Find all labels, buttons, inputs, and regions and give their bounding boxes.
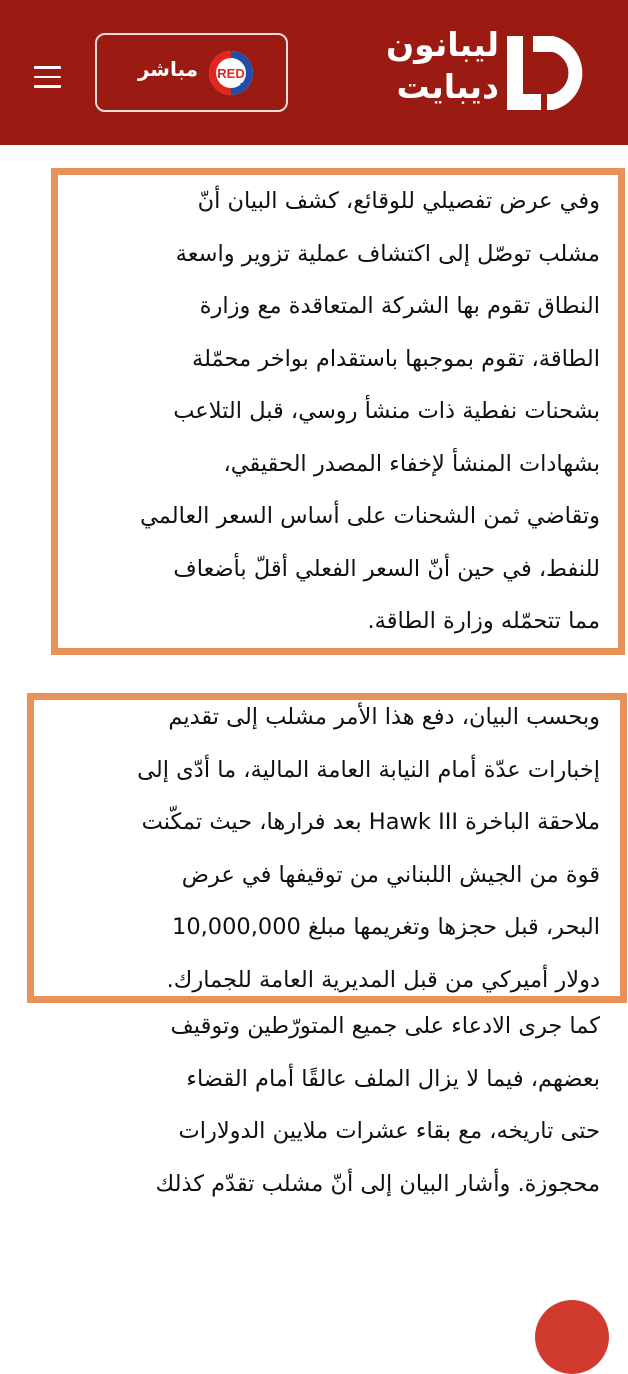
red-logo-text: RED <box>217 66 245 81</box>
paragraph-line: مما تتحمّله وزارة الطاقة. <box>367 608 600 634</box>
action-button-icon[interactable] <box>535 1300 609 1374</box>
paragraph-line: دولار أميركي من قبل المديرية العامة للجمارك. <box>166 966 600 993</box>
paragraph-line: حتى تاريخه، مع بقاء عشرات ملايين الدولارات <box>178 1118 600 1144</box>
red-logo-subtext: TV <box>239 83 247 89</box>
paragraph-line: ملاحقة الباخرة Hawk III بعد فرارها، حيث تمكّنت <box>141 809 600 835</box>
hamburger-menu-icon[interactable] <box>34 66 64 92</box>
paragraph-line: الطاقة، تقوم بموجبها باستقدام بواخر محمّلة <box>192 345 600 372</box>
paragraph-line: قوة من الجيش اللبناني من توقيفها في عرض <box>181 861 600 888</box>
paragraph-line: بشهادات المنشأ لإخفاء المصدر الحقيقي، <box>223 450 600 477</box>
article-paragraph-2 <box>60 691 600 1006</box>
paragraph-line: مشلب توصّل إلى اكتشاف عملية تزوير واسعة <box>175 240 600 267</box>
article-paragraph-3 <box>60 1000 600 1210</box>
logo-line-2: ديبايت <box>396 67 499 106</box>
paragraph-line: وتقاضي ثمن الشحنات على أساس السعر العالمي <box>140 503 600 529</box>
paragraph-line: كما جرى الادعاء على جميع المتورّطين وتوقيف <box>170 1013 600 1039</box>
article-body <box>0 145 628 1200</box>
site-logo[interactable] <box>373 24 595 112</box>
paragraph-line: وبحسب البيان، دفع هذا الأمر مشلب إلى تقديم <box>168 704 600 730</box>
lebanon-debate-logo-icon <box>503 28 595 112</box>
article-paragraph-1 <box>60 175 600 648</box>
paragraph-line: للنفط، في حين أنّ السعر الفعلي أقلّ بأضعاف <box>173 555 600 582</box>
live-stream-button[interactable] <box>95 33 288 112</box>
paragraph-line: بشحنات نفطية ذات منشأ روسي، قبل التلاعب <box>173 398 600 424</box>
paragraph-line: إخبارات عدّة أمام النيابة العامة المالية، ما أدّى إلى <box>137 756 600 783</box>
paragraph-line: محجوزة. وأشار البيان إلى أنّ مشلب تقدّم كذلك <box>155 1170 600 1197</box>
live-label: مباشر <box>137 57 198 81</box>
logo-text <box>373 24 499 108</box>
red-tv-logo-icon <box>207 49 255 97</box>
logo-line-1: ليبانون <box>386 25 499 64</box>
paragraph-line: النطاق تقوم بها الشركة المتعاقدة مع وزارة <box>199 293 600 319</box>
site-header <box>0 0 628 145</box>
paragraph-line: البحر، قبل حجزها وتغريمها مبلغ 10,000,000 <box>172 914 600 940</box>
paragraph-line: وفي عرض تفصيلي للوقائع، كشف البيان أنّ <box>197 188 600 214</box>
paragraph-line: بعضهم، فيما لا يزال الملف عالقًا أمام القضاء <box>186 1065 600 1092</box>
